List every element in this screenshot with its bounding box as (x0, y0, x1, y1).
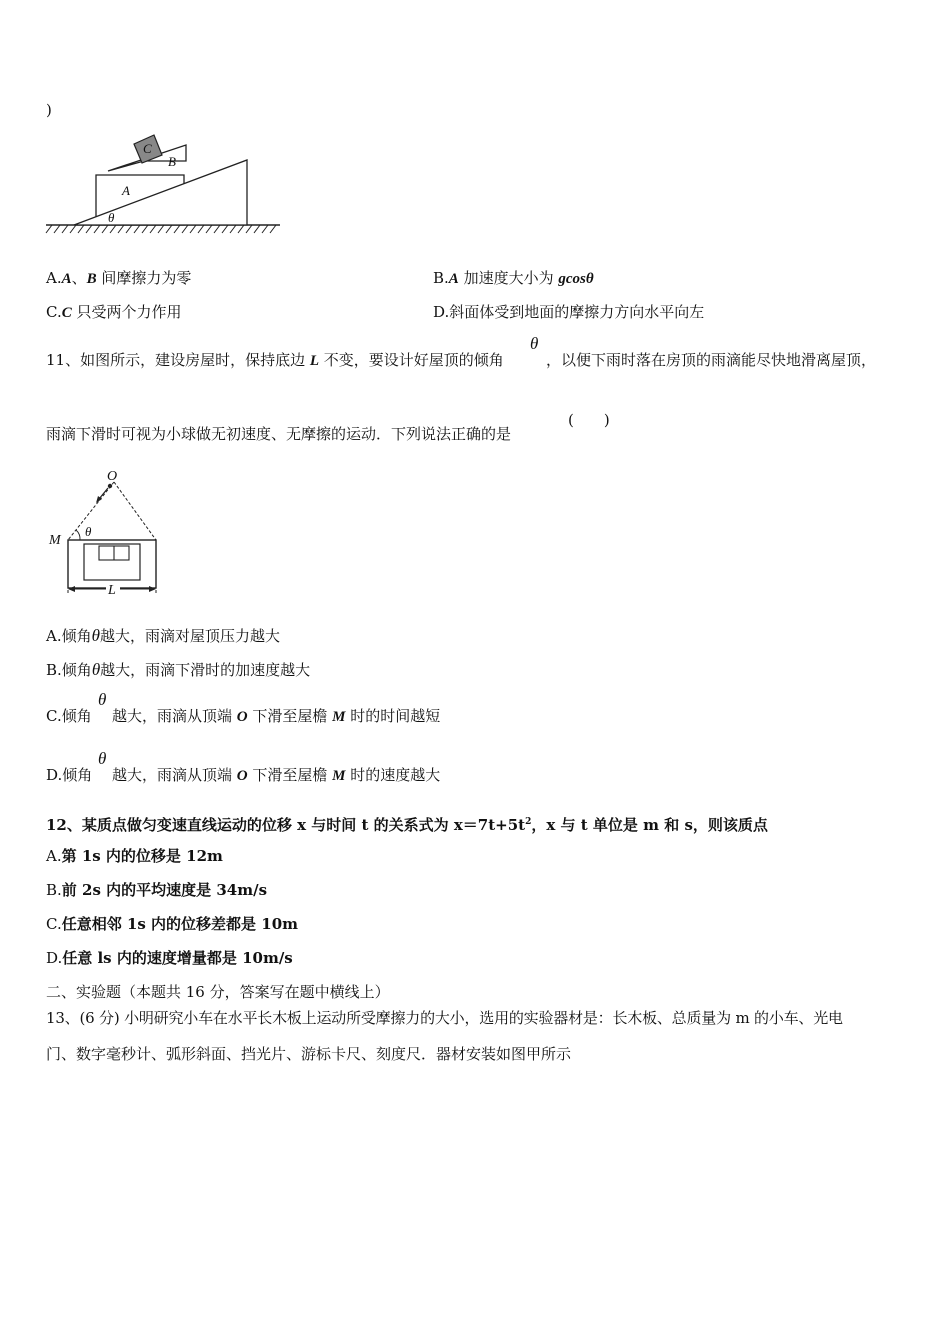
q12-option-a: A.第 1s 内的位移是 12m (46, 847, 223, 865)
q12-option-b: B.前 2s 内的平均速度是 34m/s (46, 881, 268, 899)
label-b: B (168, 154, 176, 169)
label-theta: θ (85, 524, 92, 539)
q11-stem-line1-end: ，以便下雨时落在房顶的雨滴能尽快地滑离屋顶， (546, 351, 877, 369)
q11-option-d-rest: 越大，雨滴从顶端 O 下滑至屋檐 M 时的速度越大 (112, 766, 441, 784)
incline-blocks-figure (44, 128, 284, 238)
q10-option-b: B.A 加速度大小为 gcosθ (433, 269, 594, 287)
label-theta: θ (108, 210, 115, 225)
q13-stem-line2: 门、数字毫秒计、弧形斜面、挡光片、游标卡尺、刻度尺．器材安装如图甲所示 (46, 1045, 572, 1063)
label-a: A (122, 183, 130, 198)
q11-answer-paren: ( ) (568, 411, 610, 429)
q11-option-c-rest: 越大，雨滴从顶端 O 下滑至屋檐 M 时的时间越短 (112, 707, 441, 725)
label-m: M (49, 533, 61, 548)
q11-option-c-theta: θ (98, 690, 107, 709)
label-l: L (108, 583, 116, 598)
label-c: C (143, 141, 152, 156)
q11-option-c: C.倾角 (46, 707, 92, 725)
q11-option-b: B.倾角θ越大，雨滴下滑时的加速度越大 (46, 660, 311, 679)
label-o: O (107, 469, 118, 484)
q11-option-d: D.倾角 (46, 766, 93, 784)
q10-option-a: A.A、B 间摩擦力为零 (46, 269, 192, 287)
q10-option-d: D.斜面体受到地面的摩擦力方向水平向左 (433, 303, 705, 321)
q11-stem-line1: 11、如图所示，建设房屋时，保持底边 L 不变，要设计好屋顶的倾角 (46, 351, 504, 369)
q10-option-c: C.C 只受两个力作用 (46, 303, 182, 321)
q13-stem-line1: 13、(6 分) 小明研究小车在水平长木板上运动所受摩擦力的大小，选用的实验器材是：长木板、总质量为 m 的小车、光电 (46, 1009, 843, 1027)
q11-option-a: A.倾角θ越大，雨滴对屋顶压力越大 (46, 626, 280, 645)
q12-option-c: C.任意相邻 1s 内的位移差都是 10m (46, 915, 299, 933)
q12-option-d: D.任意 ls 内的速度增量都是 10m/s (46, 949, 293, 967)
q11-option-d-theta: θ (98, 749, 107, 768)
section-heading: 二、实验题（本题共 16 分，答案写在题中横线上） (46, 983, 390, 1001)
house-roof-figure (44, 464, 174, 600)
q11-theta-symbol: θ (530, 334, 539, 353)
q12-stem: 12、某质点做匀变速直线运动的位移 x 与时间 t 的关系式为 $x=7t+5t^2$，x 与 t 单位是 m 和 s，则该质点 (46, 816, 768, 834)
continuation-paren: ) (46, 101, 52, 119)
q11-stem-line2: 雨滴下滑时可视为小球做无初速度、无摩擦的运动．下列说法正确的是 (46, 425, 512, 443)
